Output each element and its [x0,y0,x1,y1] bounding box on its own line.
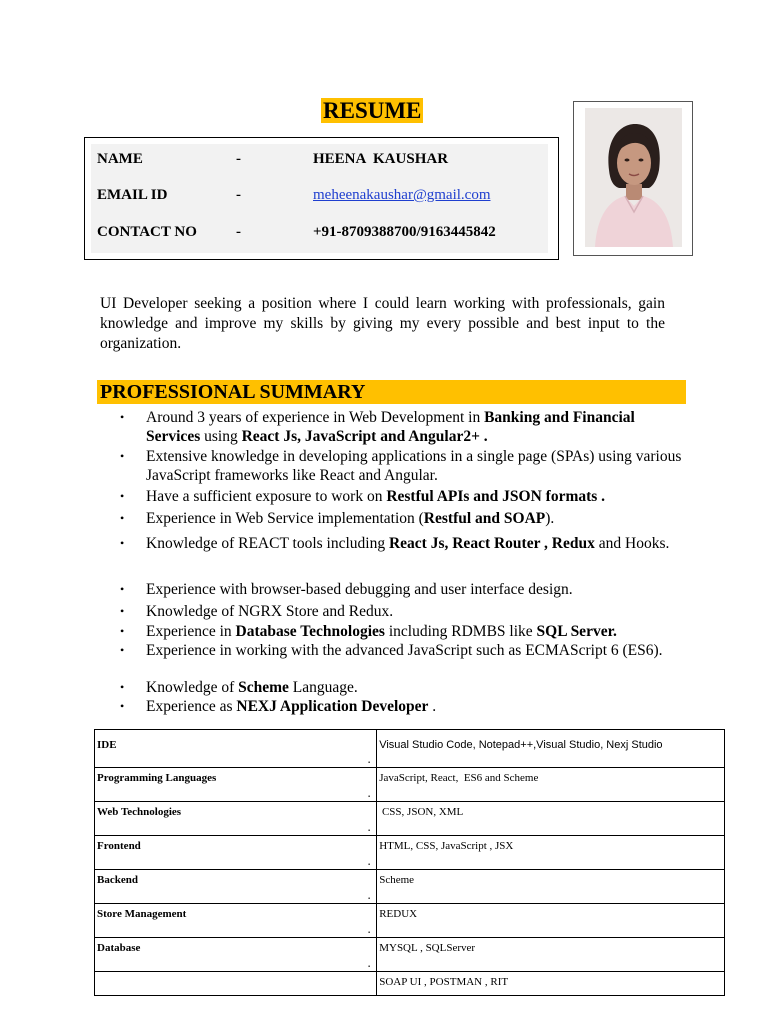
bullet-icon: • [120,536,125,550]
summary-heading: PROFESSIONAL SUMMARY [100,381,366,403]
summary-heading-bar [97,380,686,404]
skill-category [95,870,377,904]
summary-text: Experience with browser-based debugging and user interface design. [146,581,573,598]
cell-marker: . [367,891,371,901]
email-label: EMAIL ID [97,187,168,203]
cell-marker: . [367,959,371,969]
skill-values: HTML, CSS, JavaScript , JSX [377,836,725,870]
skill-category [95,836,377,870]
bullet-icon: • [120,449,125,463]
resume-title-wrap [321,97,423,125]
name-separator: - [236,151,241,167]
summary-item-text [146,580,688,599]
summary-text: using [200,428,242,445]
skill-category-label: Web Technologies [97,806,182,818]
skill-category-label: Frontend [97,840,141,852]
summary-item-text [146,602,688,621]
summary-emphasis: Restful and SOAP [423,510,546,527]
summary-item-text [146,487,688,506]
cell-marker: . [367,789,371,799]
skill-category [95,972,377,996]
contact-box [84,137,559,260]
table-row [95,870,725,904]
summary-emphasis: Scheme [238,679,289,696]
skill-category-label: Backend [97,874,138,886]
skill-category [95,802,377,836]
summary-item-text [146,509,688,528]
bullet-icon: • [120,511,125,525]
skill-values: Visual Studio Code, Notepad++,Visual Studio, Nexj Studio [377,730,725,768]
summary-text: and Hooks. [594,535,670,552]
phone-label: CONTACT NO [97,224,197,240]
photo-frame [573,101,693,256]
cell-marker: . [367,823,371,833]
summary-text: Knowledge of REACT tools including [146,535,389,552]
summary-text: . [428,698,437,715]
summary-text: Knowledge of NGRX Store and Redux. [146,603,394,620]
summary-text: Around 3 years of experience in Web Development in [146,409,485,426]
summary-text: Language. [288,679,358,696]
table-row [95,768,725,802]
email-link[interactable]: meheenakaushar@gmail.com [313,187,491,203]
summary-emphasis: Database Technologies [235,623,385,640]
bullet-icon: • [120,604,125,618]
skill-values: Scheme [377,870,725,904]
summary-item-text [146,447,688,485]
summary-text: Experience in Web Service implementation ( [146,510,424,527]
name-label: NAME [97,151,143,167]
summary-emphasis: React Js, React Router , Redux [388,535,595,552]
summary-emphasis: SQL Server. [536,623,617,640]
skill-values: MYSQL , SQLServer [377,938,725,972]
skills-table [94,729,725,996]
summary-text: Have a sufficient exposure to work on [146,488,387,505]
skill-category [95,730,377,768]
summary-text: Experience in [146,623,236,640]
skill-category-label: Database [97,942,141,954]
summary-item-text [146,697,688,716]
summary-item-text [146,641,688,660]
summary-text: Experience as [146,698,237,715]
bullet-icon: • [120,643,125,657]
resume-title: RESUME [323,98,422,123]
table-row [95,938,725,972]
summary-item-text [146,528,688,559]
phone-separator: - [236,224,241,240]
phone-value: +91-8709388700/9163445842 [313,224,496,240]
skill-values: REDUX [377,904,725,938]
summary-emphasis: Banking and Financial Services [146,409,635,445]
bullet-icon: • [120,624,125,638]
email-separator: - [236,187,241,203]
name-value: HEENA KAUSHAR [313,151,449,167]
bullet-icon: • [120,410,125,424]
skill-category [95,768,377,802]
summary-text: Extensive knowledge in developing applications in a single page (SPAs) using various JavaScript frameworks like React and Angular. [146,448,682,484]
profile-photo-icon [585,108,682,247]
cell-marker: . [367,755,371,765]
skill-values: CSS, JSON, XML [377,802,725,836]
bullet-icon: • [120,582,125,596]
summary-emphasis: Restful APIs and JSON formats . [386,488,606,505]
table-row [95,972,725,996]
summary-text: Experience in working with the advanced JavaScript such as ECMAScript 6 (ES6). [146,642,663,659]
skill-category-label: Store Management [97,908,187,920]
summary-text: including RDMBS like [384,623,537,640]
table-row [95,730,725,768]
skill-category-label: IDE [97,739,117,751]
summary-item-text [146,678,688,697]
table-row [95,802,725,836]
bullet-icon: • [120,699,125,713]
summary-text: ). [545,510,555,527]
table-row [95,904,725,938]
bullet-icon: • [120,680,125,694]
skill-category [95,938,377,972]
summary-emphasis: NEXJ Application Developer [236,698,429,715]
skill-category-label: Programming Languages [97,772,217,784]
summary-text: Knowledge of [146,679,239,696]
summary-item-text [146,622,688,641]
cell-marker: . [367,925,371,935]
contact-panel [91,144,548,253]
skill-category [95,904,377,938]
summary-item-text [146,408,688,446]
skill-values: SOAP UI , POSTMAN , RIT [377,972,725,996]
cell-marker: . [367,857,371,867]
table-row [95,836,725,870]
career-objective: UI Developer seeking a position where I could learn working with professionals, gain knowledge and improve my skills by giving my every possible and best input to the organization. [100,295,665,352]
summary-emphasis: React Js, JavaScript and Angular2+ . [241,428,488,445]
bullet-icon: • [120,489,125,503]
skill-values: JavaScript, React, ES6 and Scheme [377,768,725,802]
